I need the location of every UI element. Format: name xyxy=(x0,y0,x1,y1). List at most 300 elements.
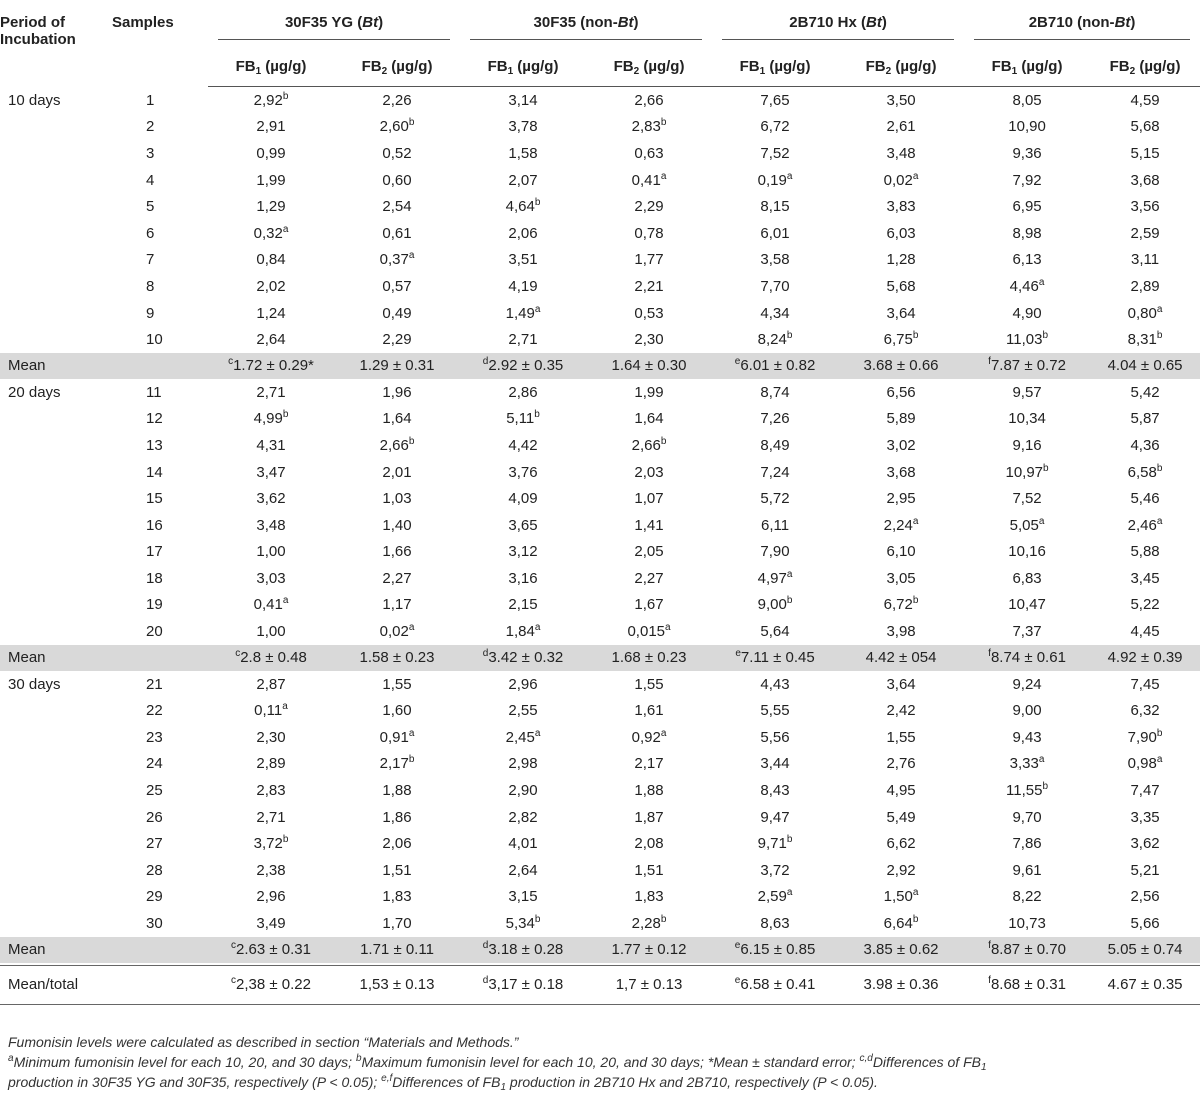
value-cell: 3,64 xyxy=(886,675,916,693)
table-row xyxy=(0,326,1200,353)
value-cell: 5,55 xyxy=(760,702,790,720)
value-cell: 2,87 xyxy=(256,675,286,693)
value-cell: 2,96 xyxy=(508,675,538,693)
mean-label: Mean xyxy=(0,645,112,671)
value-cell: 0,98$^a$ xyxy=(1127,754,1163,773)
value-cell: 1,40 xyxy=(382,516,412,534)
value-cell: 2,56 xyxy=(1130,888,1160,906)
value-cell: 7,90$^b$ xyxy=(1127,727,1163,746)
value-cell: 8,49 xyxy=(760,436,790,454)
value-cell: 5,88 xyxy=(1130,543,1160,561)
value-cell: 1,64 xyxy=(634,410,664,428)
mean-cell: $^c$1.72 ± 0.29* xyxy=(208,353,334,379)
period-label xyxy=(0,512,112,539)
value-cell: 3,11 xyxy=(1131,251,1160,269)
value-cell: 5,46 xyxy=(1130,490,1160,508)
value-cell: 3,15 xyxy=(508,888,538,906)
value-cell: 10,34 xyxy=(1008,410,1046,428)
value-cell: 0,60 xyxy=(382,171,412,189)
value-cell: 3,98 xyxy=(886,623,916,641)
period-label xyxy=(0,618,112,645)
value-cell: 3,58 xyxy=(760,251,790,269)
period-label: 30 days xyxy=(8,675,61,693)
sample-number: 23 xyxy=(146,728,163,746)
value-cell: 4,46$^a$ xyxy=(1009,276,1045,295)
total-cell: 3.98 ± 0.36 xyxy=(838,965,964,1004)
table-row xyxy=(0,193,1200,220)
value-cell: 0,49 xyxy=(382,304,412,322)
value-cell: 1,84$^a$ xyxy=(505,622,541,641)
table-row xyxy=(0,406,1200,433)
value-cell: 5,15 xyxy=(1130,144,1160,162)
sample-number: 5 xyxy=(146,198,155,216)
value-cell: 2,98 xyxy=(508,755,538,773)
value-cell: 6,72 xyxy=(760,118,790,136)
value-cell: 9,00$^b$ xyxy=(757,595,793,614)
value-cell: 8,24$^b$ xyxy=(757,330,793,349)
period-label xyxy=(0,884,112,911)
value-cell: 3,76 xyxy=(508,463,538,481)
mean-superscript: d xyxy=(482,940,489,952)
value-cell: 4,64$^b$ xyxy=(505,197,541,216)
value-superscript: a xyxy=(408,622,415,634)
period-label xyxy=(0,432,112,459)
value-superscript: b xyxy=(912,595,919,607)
value-cell: 1,00 xyxy=(256,543,286,561)
value-superscript: a xyxy=(534,727,541,739)
sample-number: 22 xyxy=(146,702,163,720)
mean-cell: 4.92 ± 0.39 xyxy=(1090,645,1200,671)
value-superscript: a xyxy=(1156,303,1163,315)
mean-superscript: e xyxy=(735,648,741,660)
value-cell: 4,34 xyxy=(760,304,790,322)
value-cell: 1,51 xyxy=(634,861,664,879)
value-cell: 4,97$^a$ xyxy=(757,568,793,587)
table-row xyxy=(0,114,1200,141)
period-label xyxy=(0,751,112,778)
value-cell: 7,90 xyxy=(760,543,790,561)
sample-number: 9 xyxy=(146,304,155,322)
value-cell: 6,10 xyxy=(886,543,916,561)
value-cell: 6,58$^b$ xyxy=(1127,462,1163,481)
value-superscript: b xyxy=(1042,330,1049,342)
value-superscript: b xyxy=(1156,727,1163,739)
value-cell: 3,62 xyxy=(256,490,286,508)
total-cell: 1,7 ± 0.13 xyxy=(586,965,712,1004)
value-cell: 8,05 xyxy=(1012,91,1042,109)
value-superscript: a xyxy=(786,170,793,182)
value-cell: 2,55 xyxy=(508,702,538,720)
period-label xyxy=(0,804,112,831)
value-superscript: b xyxy=(408,754,415,766)
value-cell: 4,59 xyxy=(1130,91,1160,109)
mean-superscript: c xyxy=(235,648,241,660)
value-superscript: a xyxy=(408,727,415,739)
mean-superscript: e xyxy=(734,356,741,368)
value-cell: 1,07 xyxy=(634,490,664,508)
table-row xyxy=(0,485,1200,512)
value-cell: 9,71$^b$ xyxy=(757,834,793,853)
value-superscript: a xyxy=(786,887,793,899)
value-cell: 2,24$^a$ xyxy=(883,515,919,534)
value-cell: 3,02 xyxy=(886,436,916,454)
value-superscript: b xyxy=(660,914,667,926)
value-cell: 7,26 xyxy=(760,410,790,428)
value-cell: 2,66$^b$ xyxy=(631,435,667,454)
value-cell: 1,58 xyxy=(508,144,538,162)
sample-number: 25 xyxy=(146,782,163,800)
value-cell: 3,44 xyxy=(760,755,790,773)
value-cell: 4,43 xyxy=(760,675,790,693)
mean-cell: $^e$6.01 ± 0.82 xyxy=(712,353,838,379)
value-cell: 2,76 xyxy=(886,755,916,773)
value-cell: 0,41$^a$ xyxy=(253,595,289,614)
value-cell: 2,59 xyxy=(1130,224,1160,242)
sample-number: 29 xyxy=(146,888,163,906)
value-cell: 7,45 xyxy=(1130,675,1160,693)
value-cell: 0,63 xyxy=(634,144,664,162)
value-cell: 5,42 xyxy=(1130,383,1160,401)
value-superscript: b xyxy=(786,834,793,846)
value-cell: 2,46$^a$ xyxy=(1127,515,1163,534)
value-cell: 2,66 xyxy=(634,91,664,109)
value-superscript: b xyxy=(408,117,415,129)
value-cell: 10,16 xyxy=(1008,543,1046,561)
value-cell: 1,55 xyxy=(382,675,412,693)
fb2-header: $FB_2$ (µg/g) xyxy=(838,46,964,87)
table-row xyxy=(0,857,1200,884)
sample-number: 14 xyxy=(146,463,163,481)
value-cell: 1,55 xyxy=(634,675,664,693)
value-cell: 2,83$^b$ xyxy=(631,117,667,136)
mean-cell: 5.05 ± 0.74 xyxy=(1090,937,1200,963)
mean-row xyxy=(0,645,1200,671)
value-cell: 4,19 xyxy=(508,277,538,295)
value-superscript: b xyxy=(408,435,415,447)
table-row xyxy=(0,777,1200,804)
value-cell: 3,45 xyxy=(1130,569,1160,587)
value-cell: 3,48 xyxy=(886,144,916,162)
value-cell: 3,03 xyxy=(256,569,286,587)
value-cell: 1,51 xyxy=(382,861,412,879)
value-cell: 1,61 xyxy=(634,702,664,720)
value-cell: 1,24 xyxy=(256,304,286,322)
value-cell: 1,64 xyxy=(382,410,412,428)
value-cell: 3,72 xyxy=(760,861,790,879)
value-cell: 0,015$^a$ xyxy=(627,622,671,641)
value-cell: 2,38 xyxy=(256,861,286,879)
mean-row xyxy=(0,353,1200,379)
table-row xyxy=(0,220,1200,247)
value-cell: 10,97$^b$ xyxy=(1005,462,1049,481)
value-cell: 1,88 xyxy=(634,782,664,800)
value-cell: 10,90 xyxy=(1008,118,1046,136)
period-label: 10 days xyxy=(8,91,61,109)
value-cell: 2,29 xyxy=(382,331,412,349)
table-row xyxy=(0,300,1200,327)
value-cell: 2,66$^b$ xyxy=(379,435,415,454)
value-cell: 2,02 xyxy=(256,277,286,295)
table-row xyxy=(0,167,1200,194)
value-cell: 2,17 xyxy=(634,755,664,773)
mean-superscript: d xyxy=(482,356,489,368)
value-cell: 1,17 xyxy=(382,596,412,614)
mean-cell: $^f$8.74 ± 0.61 xyxy=(964,645,1090,671)
value-cell: 2,86 xyxy=(508,383,538,401)
value-cell: 3,62 xyxy=(1130,835,1160,853)
mean-cell: $^e$6.15 ± 0.85 xyxy=(712,937,838,963)
period-label xyxy=(0,326,112,353)
value-cell: 6,72$^b$ xyxy=(883,595,919,614)
value-cell: 0,91$^a$ xyxy=(379,727,415,746)
value-cell: 1,29 xyxy=(256,198,286,216)
value-cell: 1,49$^a$ xyxy=(505,303,541,322)
value-cell: 2,27 xyxy=(634,569,664,587)
value-cell: 0,84 xyxy=(256,251,286,269)
period-label xyxy=(0,220,112,247)
value-cell: 1,28 xyxy=(886,251,916,269)
group-header-2b710-non-bt: 2B710 (non-Bt) xyxy=(964,8,1200,46)
sample-number: 6 xyxy=(146,224,155,242)
value-cell: 5,64 xyxy=(760,623,790,641)
table-row xyxy=(0,379,1200,406)
value-cell: 2,06 xyxy=(382,835,412,853)
value-superscript: b xyxy=(282,834,289,846)
mean-cell: 4.42 ± 054 xyxy=(838,645,964,671)
value-superscript: a xyxy=(282,595,289,607)
value-cell: 3,05 xyxy=(886,569,916,587)
sample-number: 10 xyxy=(146,331,163,349)
value-cell: 6,64$^b$ xyxy=(883,914,919,933)
value-cell: 2,29 xyxy=(634,198,664,216)
mean-label: Mean xyxy=(0,353,112,379)
value-superscript: a xyxy=(1156,754,1163,766)
value-cell: 2,71 xyxy=(508,331,538,349)
value-cell: 6,01 xyxy=(760,224,790,242)
value-cell: 5,68 xyxy=(1130,118,1160,136)
value-cell: 6,03 xyxy=(886,224,916,242)
total-superscript: e xyxy=(734,975,741,987)
value-cell: 2,71 xyxy=(256,808,286,826)
value-superscript: b xyxy=(660,117,667,129)
value-cell: 9,47 xyxy=(760,808,790,826)
value-superscript: a xyxy=(1038,276,1045,288)
value-cell: 2,71 xyxy=(256,383,286,401)
value-cell: 5,21 xyxy=(1130,861,1160,879)
value-cell: 3,49 xyxy=(256,915,286,933)
value-cell: 2,96 xyxy=(256,888,286,906)
value-cell: 4,90 xyxy=(1012,304,1042,322)
table-row xyxy=(0,247,1200,274)
value-cell: 3,33$^a$ xyxy=(1009,754,1045,773)
period-label xyxy=(0,459,112,486)
value-cell: 5,34$^b$ xyxy=(505,914,541,933)
fumonisin-table xyxy=(0,8,1200,1005)
value-cell: 3,64 xyxy=(886,304,916,322)
samples-header: Samples xyxy=(112,14,174,31)
table-row xyxy=(0,565,1200,592)
value-cell: 1,55 xyxy=(886,728,916,746)
value-cell: 2,89 xyxy=(256,755,286,773)
value-cell: 1,41 xyxy=(634,516,664,534)
sample-number: 20 xyxy=(146,623,163,641)
value-cell: 2,54 xyxy=(382,198,412,216)
period-label xyxy=(0,592,112,619)
value-cell: 1,66 xyxy=(382,543,412,561)
period-label xyxy=(0,485,112,512)
table-row xyxy=(0,87,1200,114)
mean-cell: 1.77 ± 0.12 xyxy=(586,937,712,963)
period-label: 20 days xyxy=(8,383,61,401)
value-cell: 1,50$^a$ xyxy=(883,887,919,906)
value-cell: 3,83 xyxy=(886,198,916,216)
value-cell: 9,57 xyxy=(1012,383,1042,401)
value-cell: 2,92$^b$ xyxy=(253,90,289,109)
value-cell: 4,42 xyxy=(508,436,538,454)
mean-cell: $^f$8.87 ± 0.70 xyxy=(964,937,1090,963)
value-superscript: b xyxy=(660,435,667,447)
value-superscript: b xyxy=(534,409,540,421)
period-label xyxy=(0,140,112,167)
header-row-groups xyxy=(0,8,1200,46)
value-cell: 4,45 xyxy=(1130,623,1160,641)
value-cell: 3,35 xyxy=(1130,808,1160,826)
period-label xyxy=(0,910,112,937)
mean-cell: 1.64 ± 0.30 xyxy=(586,353,712,379)
mean-blank xyxy=(112,937,208,963)
table-row xyxy=(0,140,1200,167)
period-label xyxy=(0,167,112,194)
value-cell: 1,96 xyxy=(382,383,412,401)
period-header: Period of Incubation xyxy=(0,14,76,48)
sample-number: 30 xyxy=(146,915,163,933)
mean-cell: 1.71 ± 0.11 xyxy=(334,937,460,963)
value-cell: 11,55$^b$ xyxy=(1006,781,1049,800)
value-cell: 5,68 xyxy=(886,277,916,295)
value-cell: 9,70 xyxy=(1012,808,1042,826)
value-cell: 1,99 xyxy=(256,171,286,189)
value-cell: 9,24 xyxy=(1012,675,1042,693)
value-cell: 0,02$^a$ xyxy=(379,622,415,641)
period-label xyxy=(0,830,112,857)
value-cell: 5,49 xyxy=(886,808,916,826)
total-row xyxy=(0,965,1200,1004)
mean-cell: $^c$2.63 ± 0.31 xyxy=(208,937,334,963)
sample-number: 24 xyxy=(146,755,163,773)
group-header-30f35-non-bt: 30F35 (non-Bt) xyxy=(460,8,712,46)
table-row xyxy=(0,618,1200,645)
value-superscript: a xyxy=(912,887,919,899)
value-cell: 2,59$^a$ xyxy=(757,887,793,906)
value-cell: 2,21 xyxy=(634,277,664,295)
value-cell: 7,86 xyxy=(1012,835,1042,853)
value-superscript: b xyxy=(282,409,289,421)
value-cell: 3,12 xyxy=(508,543,538,561)
fb1-header: $FB_1$ (µg/g) xyxy=(964,46,1090,87)
table-row xyxy=(0,884,1200,911)
mean-superscript: c xyxy=(231,940,237,952)
period-label xyxy=(0,724,112,751)
table-row xyxy=(0,804,1200,831)
value-cell: 2,17$^b$ xyxy=(379,754,415,773)
value-cell: 2,03 xyxy=(634,463,664,481)
value-cell: 0,57 xyxy=(382,277,412,295)
value-cell: 9,16 xyxy=(1012,436,1042,454)
fb2-header: $FB_2$ (µg/g) xyxy=(1090,46,1200,87)
value-cell: 1,88 xyxy=(382,782,412,800)
value-cell: 2,61 xyxy=(886,118,916,136)
value-cell: 6,75$^b$ xyxy=(883,330,919,349)
value-cell: 0,41$^a$ xyxy=(631,170,667,189)
table-row xyxy=(0,751,1200,778)
sample-number: 28 xyxy=(146,861,163,879)
value-cell: 2,06 xyxy=(508,224,538,242)
value-cell: 8,22 xyxy=(1012,888,1042,906)
value-cell: 0,80$^a$ xyxy=(1127,303,1163,322)
value-cell: 9,36 xyxy=(1012,144,1042,162)
value-cell: 3,72$^b$ xyxy=(253,834,289,853)
value-cell: 5,11$^b$ xyxy=(506,409,540,428)
table-row xyxy=(0,697,1200,724)
sample-number: 3 xyxy=(146,144,155,162)
value-cell: 8,43 xyxy=(760,782,790,800)
sample-number: 16 xyxy=(146,516,163,534)
value-cell: 1,60 xyxy=(382,702,412,720)
value-cell: 2,05 xyxy=(634,543,664,561)
mean-superscript: d xyxy=(482,648,489,660)
value-superscript: b xyxy=(282,90,289,102)
value-cell: 3,47 xyxy=(256,463,286,481)
value-cell: 4,36 xyxy=(1130,436,1160,454)
value-cell: 6,62 xyxy=(886,835,916,853)
value-cell: 0,61 xyxy=(382,224,412,242)
value-superscript: b xyxy=(1156,330,1163,342)
table-row xyxy=(0,459,1200,486)
period-label xyxy=(0,565,112,592)
value-cell: 3,50 xyxy=(886,91,916,109)
value-cell: 2,64 xyxy=(256,331,286,349)
total-superscript: c xyxy=(231,975,237,987)
value-cell: 5,72 xyxy=(760,490,790,508)
fb2-header: $FB_2$ (µg/g) xyxy=(334,46,460,87)
period-label xyxy=(0,273,112,300)
value-cell: 4,95 xyxy=(886,782,916,800)
value-cell: 1,86 xyxy=(382,808,412,826)
sample-number: 12 xyxy=(146,410,163,428)
value-cell: 2,01 xyxy=(382,463,412,481)
value-cell: 0,78 xyxy=(634,224,664,242)
mean-cell: 4.04 ± 0.65 xyxy=(1090,353,1200,379)
value-cell: 0,02$^a$ xyxy=(883,170,919,189)
value-cell: 0,19$^a$ xyxy=(757,170,793,189)
footnote-legend: $^a$Minimum fumonisin level for each 10, 20, and 30 days; $^b$Maximum fumonisin level for each 10, 20, and 30 days; *Mean ± standard error; $^{c,d}$Differences of $FB_1$ xyxy=(8,1053,987,1073)
fb1-header: $FB_1$ (µg/g) xyxy=(208,46,334,87)
value-cell: 4,31 xyxy=(256,436,286,454)
value-superscript: a xyxy=(660,727,667,739)
table-row xyxy=(0,830,1200,857)
sample-number: 8 xyxy=(146,277,155,295)
mean-blank xyxy=(112,353,208,379)
value-cell: 2,08 xyxy=(634,835,664,853)
value-superscript: a xyxy=(912,515,919,527)
value-cell: 0,52 xyxy=(382,144,412,162)
value-cell: 7,52 xyxy=(760,144,790,162)
value-cell: 2,30 xyxy=(634,331,664,349)
value-cell: 2,27 xyxy=(382,569,412,587)
total-cell: 1,53 ± 0.13 xyxy=(334,965,460,1004)
value-cell: 4,01 xyxy=(508,835,538,853)
value-cell: 1,67 xyxy=(634,596,664,614)
